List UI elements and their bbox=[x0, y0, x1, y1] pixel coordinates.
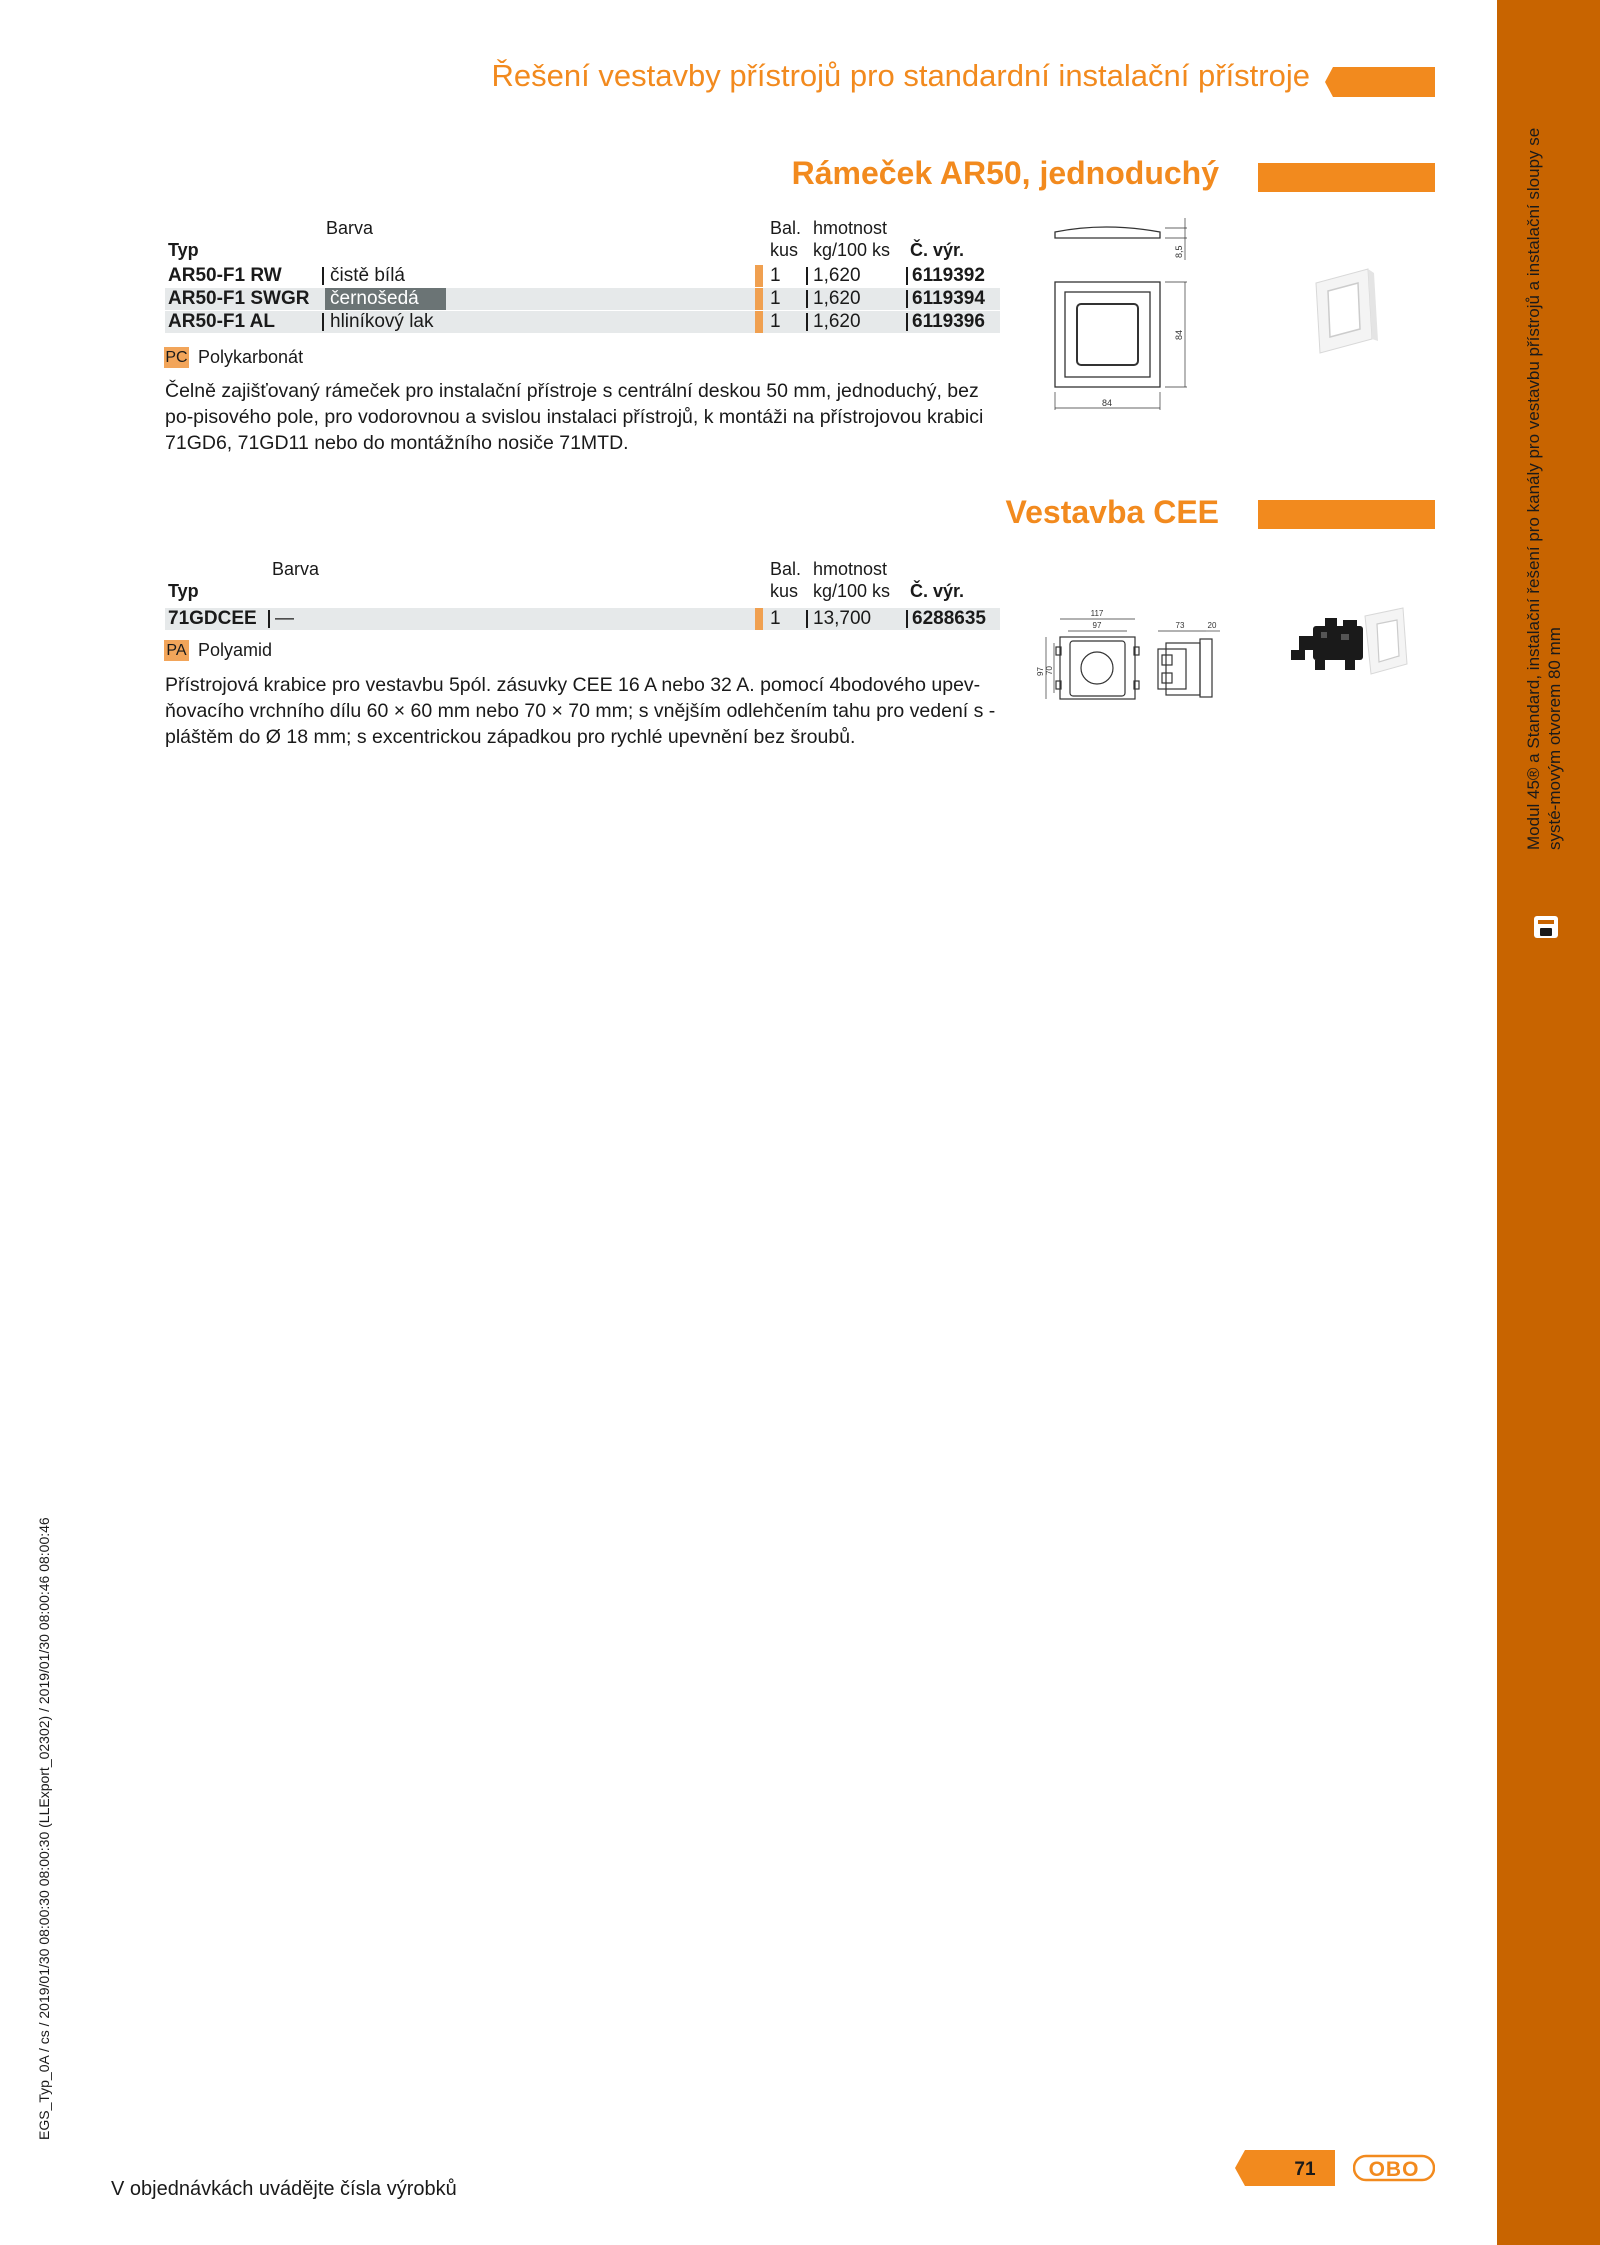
pack-marker bbox=[755, 608, 763, 630]
table-row bbox=[165, 265, 1000, 287]
cell-weight: 1,620 bbox=[813, 311, 861, 332]
cell-separator bbox=[906, 610, 908, 628]
dim-inner-height: 70 bbox=[1045, 666, 1054, 675]
cell-article: 6119396 bbox=[912, 311, 985, 332]
page-number-badge bbox=[1235, 2150, 1335, 2186]
material-badge: PC bbox=[165, 349, 188, 366]
cell-type: AR50-F1 SWGR bbox=[168, 288, 310, 309]
cell-pack: 1 bbox=[770, 311, 781, 332]
dim-inner-width: 97 bbox=[1092, 621, 1102, 630]
pack-marker bbox=[755, 311, 763, 333]
cell-weight: 1,620 bbox=[813, 288, 861, 309]
pack-marker bbox=[755, 288, 763, 310]
cell-weight: 1,620 bbox=[813, 265, 861, 286]
cell-pack: 1 bbox=[770, 288, 781, 309]
cell-separator bbox=[806, 610, 808, 628]
cell-separator bbox=[906, 267, 908, 285]
cell-color: — bbox=[275, 608, 294, 629]
cell-pack: 1 bbox=[770, 608, 781, 629]
cell-article: 6119392 bbox=[912, 265, 985, 286]
cell-type: 71GDCEE bbox=[168, 608, 257, 629]
cell-separator bbox=[806, 267, 808, 285]
col-header-weight: hmotnost bbox=[813, 559, 888, 579]
header-tab bbox=[1325, 67, 1435, 97]
cell-separator bbox=[268, 610, 270, 628]
col-header-type: Typ bbox=[168, 240, 199, 260]
dim-outer-height: 97 bbox=[1036, 667, 1045, 676]
cee-technical-drawing bbox=[1030, 603, 1225, 708]
section-heading-frame: Rámeček AR50, jednoduchý bbox=[791, 155, 1219, 191]
col-header-weight: hmotnost bbox=[813, 218, 888, 238]
material-name: Polyamid bbox=[198, 640, 273, 660]
cell-color: hliníkový lak bbox=[330, 311, 434, 332]
frame-product-photo bbox=[1308, 265, 1388, 355]
material-name: Polykarbonát bbox=[198, 347, 304, 367]
col-header-article: Č. výr. bbox=[910, 581, 965, 601]
order-note: V objednávkách uvádějte čísla výrobků bbox=[111, 2178, 457, 2200]
cell-separator bbox=[906, 290, 908, 308]
cell-color: černošedá bbox=[325, 288, 446, 310]
cell-pack: 1 bbox=[770, 265, 781, 286]
col-header-color: Barva bbox=[272, 559, 320, 579]
device-box-icon bbox=[1531, 910, 1561, 946]
col-header-article: Č. výr. bbox=[910, 240, 965, 260]
col-header-pack: Bal. bbox=[770, 218, 802, 238]
cell-separator bbox=[806, 290, 808, 308]
section-bar bbox=[1258, 163, 1435, 192]
dim-width: 84 bbox=[1101, 398, 1113, 408]
col-header-color: Barva bbox=[326, 218, 374, 238]
col-header-pack-unit: kus bbox=[770, 240, 799, 260]
dim-outer-width: 117 bbox=[1090, 609, 1104, 618]
product-description: Čelně zajišťovaný rámeček pro instalační přístroje s centrální deskou 50 mm, jednoduchý, bez po-pisového pole, pro vodorovnou a svislou instalaci přístrojů, k montáži na přístrojovou krabici 71GD6, 71GD11 nebo do montážního nosiče 71MTD. bbox=[165, 380, 984, 454]
material-badge: PA bbox=[164, 640, 189, 661]
table-row bbox=[165, 311, 1000, 333]
obo-logo bbox=[1353, 2152, 1435, 2184]
cell-type: AR50-F1 RW bbox=[168, 265, 282, 286]
cell-weight: 13,700 bbox=[813, 608, 872, 629]
cell-type: AR50-F1 AL bbox=[168, 311, 275, 332]
cell-separator bbox=[806, 313, 808, 331]
dim-side-depth: 73 bbox=[1175, 621, 1185, 630]
cell-separator bbox=[322, 267, 324, 285]
page-title: Řešení vestavby přístrojů pro standardní instalační přístroje bbox=[491, 58, 1310, 93]
dim-depth: 8,5 bbox=[1174, 245, 1184, 258]
col-header-weight-unit: kg/100 ks bbox=[813, 240, 891, 260]
pack-marker bbox=[755, 265, 763, 287]
dim-height: 84 bbox=[1174, 329, 1184, 340]
col-header-type: Typ bbox=[168, 581, 199, 601]
dim-side-extra: 20 bbox=[1207, 621, 1217, 630]
col-header-pack: Bal. bbox=[770, 559, 802, 579]
product-description: Přístrojová krabice pro vestavbu 5pól. zásuvky CEE 16 A nebo 32 A. pomocí 4bodového upev-ňovacího vrchního dílu 60 × 60 mm nebo 70 × 70 mm; s vnějším odlehčením tahu pro vedení s -pláštěm do Ø 18 mm; s excentrickou západkou pro rychlé upevnění bez šroubů. bbox=[165, 674, 996, 748]
frame-technical-drawing bbox=[1045, 210, 1205, 420]
table-row bbox=[165, 288, 1000, 310]
section-heading-cee: Vestavba CEE bbox=[1005, 494, 1219, 530]
table-row bbox=[165, 608, 1000, 630]
side-band-text: Modul 45® a Standard, instalační řešení pro kanály pro vestavbu přístrojů a instalační sloupy se systé-movým otvorem 80 mm bbox=[1524, 127, 1564, 850]
print-info: EGS_Typ_0A / cs / 2019/01/30 08:00:30 08:00:30 (LLExport_02302) / 2019/01/30 08:00:46 08:00:46 bbox=[36, 1517, 52, 2140]
cell-article: 6119394 bbox=[912, 288, 985, 309]
cell-color: čistě bílá bbox=[325, 265, 446, 287]
page-number: 71 bbox=[1294, 2159, 1316, 2180]
cell-separator bbox=[906, 313, 908, 331]
cell-article: 6288635 bbox=[912, 608, 986, 629]
col-header-pack-unit: kus bbox=[770, 581, 799, 601]
section-bar bbox=[1258, 500, 1435, 529]
cell-separator bbox=[322, 313, 324, 331]
cee-product-photo bbox=[1285, 606, 1410, 686]
col-header-weight-unit: kg/100 ks bbox=[813, 581, 891, 601]
logo-text: OBO bbox=[1368, 2158, 1420, 2181]
